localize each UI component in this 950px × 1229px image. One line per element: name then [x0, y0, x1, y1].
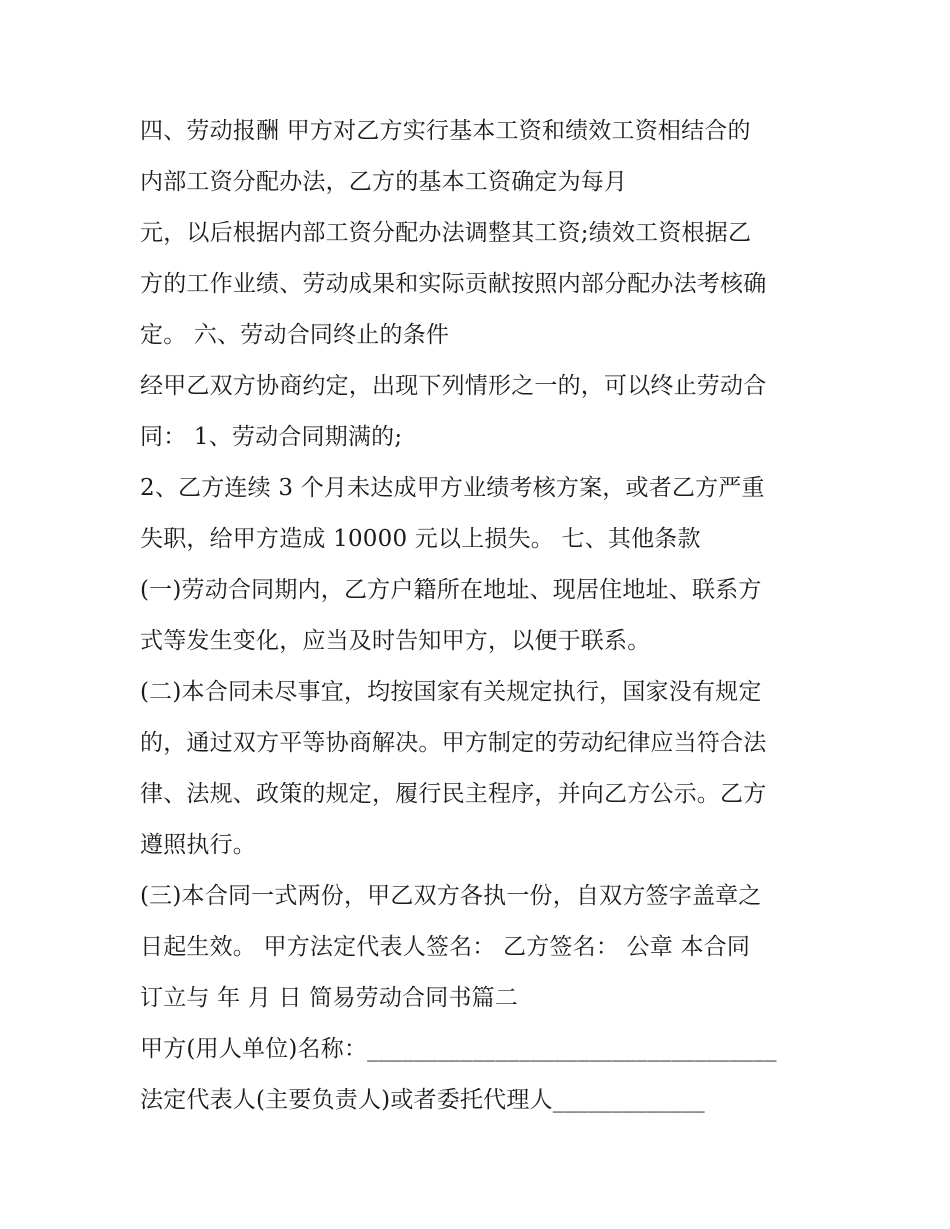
text-line: 经甲乙双方协商约定，出现下列情形之一的，可以终止劳动合 [140, 373, 767, 399]
text-line: 法定代表人(主要负责人)或者委托代理人_____________ [140, 1087, 705, 1113]
text-line: 方的工作业绩、劳动成果和实际贡献按照内部分配办法考核确 [140, 271, 767, 297]
text-line: 的，通过双方平等协商解决。甲方制定的劳动纪律应当符合法 [140, 730, 767, 756]
text-line: 遵照执行。 [140, 832, 256, 858]
text-line: 失职，给甲方造成 10000 元以上损失。 七、其他条款 [140, 526, 701, 552]
text-line: 律、法规、政策的规定，履行民主程序，并向乙方公示。乙方 [140, 781, 767, 807]
text-line: 式等发生变化，应当及时告知甲方，以便于联系。 [140, 628, 651, 654]
text-line: 2、乙方连续 3 个月未达成甲方业绩考核方案，或者乙方严重 [140, 475, 765, 501]
text-line: (二)本合同未尽事宜，均按国家有关规定执行，国家没有规定 [140, 679, 762, 705]
document-body [140, 106, 830, 1126]
text-line: (三)本合同一式两份，甲乙双方各执一份，自双方签字盖章之 [140, 883, 762, 909]
text-line: 内部工资分配办法，乙方的基本工资确定为每月 [140, 169, 628, 195]
text-line: 订立与 年 月 日 简易劳动合同书篇二 [140, 985, 519, 1011]
text-line: 甲方(用人单位)名称：___________________________________ [140, 1036, 777, 1062]
text-line: (一)劳动合同期内，乙方户籍所在地址、现居住地址、联系方 [140, 577, 762, 603]
text-line: 元，以后根据内部工资分配办法调整其工资;绩效工资根据乙 [140, 220, 752, 246]
text-line: 定。 六、劳动合同终止的条件 [140, 322, 450, 348]
text-line: 四、劳动报酬 甲方对乙方实行基本工资和绩效工资相结合的 [140, 118, 751, 144]
text-line: 日起生效。 甲方法定代表人签名： 乙方签名： 公章 本合同 [140, 934, 751, 960]
text-line: 同： 1、劳动合同期满的; [140, 424, 403, 450]
